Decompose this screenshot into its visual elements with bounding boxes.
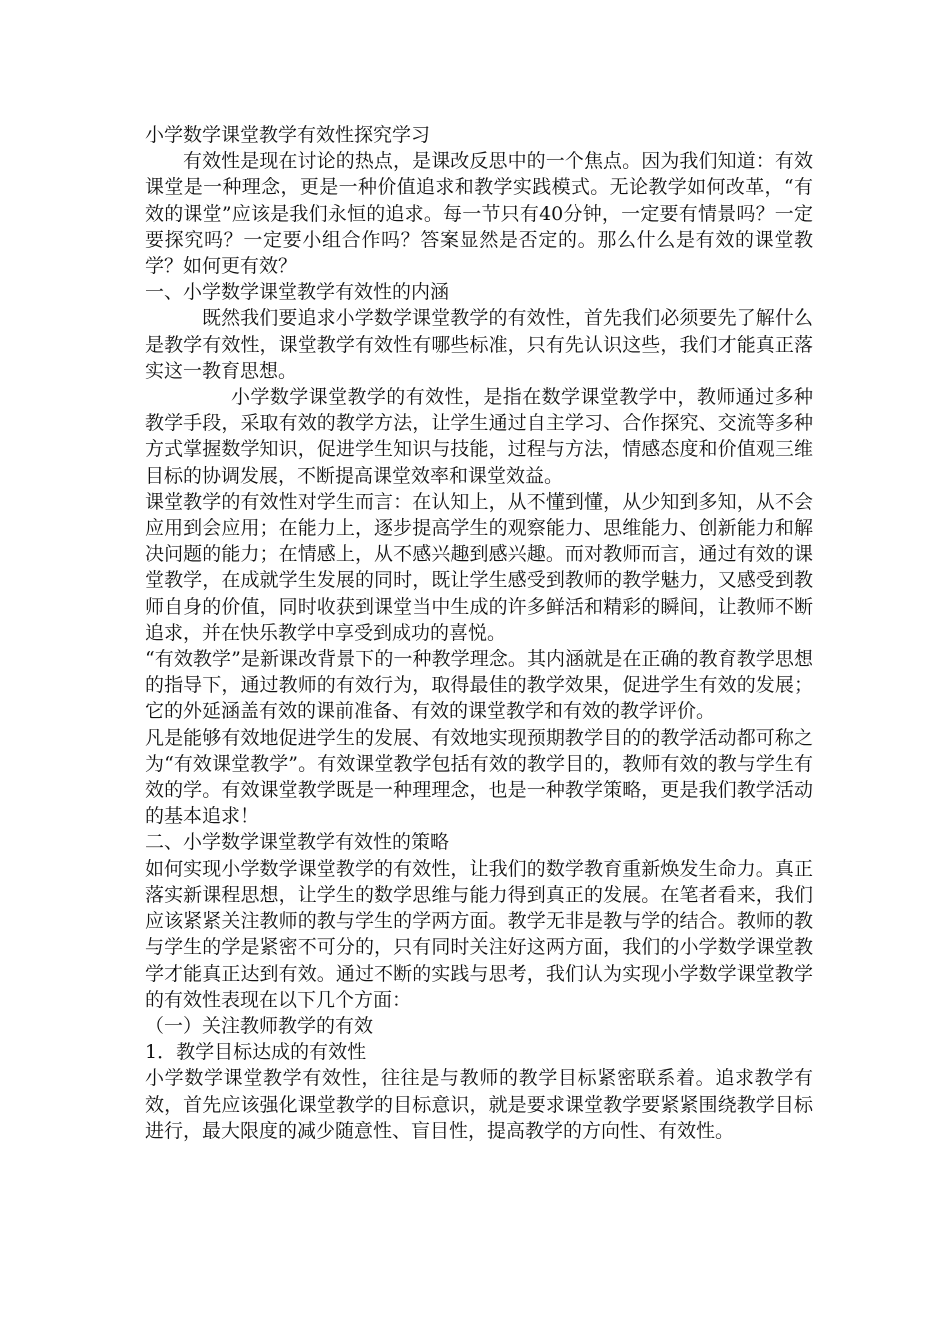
paragraph-effective-teaching: “有效教学”是新课改背景下的一种教学理念。其内涵就是在正确的教育教学思想的指导下，通过教师的有效行为，取得最佳的教学效果，促进学生有效的发展；它的外延涵盖有效的课前准备、有效的课堂教学和有效的教学评价。 — [145, 648, 813, 723]
paragraph-goals: 小学数学课堂教学有效性，往往是与教师的教学目标紧密联系着。追求教学有效，首先应该强化课堂教学的目标意识，就是要求课堂教学要紧紧围绕教学目标进行，最大限度的减少随意性、盲目性，提高教学的方向性、有效性。 — [145, 1067, 813, 1142]
section-heading-2: 二、小学数学课堂教学有效性的策略 — [145, 831, 450, 854]
paragraph-definition-need: 既然我们要追求小学数学课堂教学的有效性，首先我们必须要先了解什么是教学有效性，课堂教学有效性有哪些标准，只有先认识这些，我们才能真正落实这一教育思想。 — [145, 307, 813, 382]
paragraph-effective-classroom: 凡是能够有效地促进学生的发展、有效地实现预期教学目的的教学活动都可称之为“有效课堂教学”。有效课堂教学包括有效的教学目的，教师有效的教与学生有效的学。有效课堂教学既是一种理理念，也是一种教学策略，更是我们教学活动的基本追求！ — [145, 726, 813, 828]
subsection-heading-1: （一）关注教师教学的有效 — [145, 1014, 374, 1037]
item-heading-1: 1．教学目标达成的有效性 — [145, 1041, 367, 1064]
section-heading-1: 一、小学数学课堂教学有效性的内涵 — [145, 281, 450, 304]
paragraph-intro: 有效性是现在讨论的热点，是课改反思中的一个焦点。因为我们知道：有效课堂是一种理念，更是一种价值追求和教学实践模式。无论教学如何改革，“有效的课堂”应该是我们永恒的追求。每一节只有40分钟，一定要有情景吗？一定要探究吗？一定要小组合作吗？答案显然是否定的。那么什么是有效的课堂教学？如何更有效？ — [145, 150, 813, 278]
paragraph-student-teacher: 课堂教学的有效性对学生而言：在认知上，从不懂到懂，从少知到多知，从不会应用到会应用；在能力上，逐步提高学生的观察能力、思维能力、创新能力和解决问题的能力；在情感上，从不感兴趣到感兴趣。而对教师而言，通过有效的课堂教学，在成就学生发展的同时，既让学生感受到教师的教学魅力，又感受到教师自身的价值，同时收获到课堂当中生成的许多鲜活和精彩的瞬间，让教师不断追求，并在快乐教学中享受到成功的喜悦。 — [145, 490, 813, 644]
document-page — [145, 122, 813, 1144]
paragraph-strategy: 如何实现小学数学课堂教学的有效性，让我们的数学教育重新焕发生命力。真正落实新课程思想，让学生的数学思维与能力得到真正的发展。在笔者看来，我们应该紧紧关注教师的教与学生的学两方面。教学无非是教与学的结合。教师的教与学生的学是紧密不可分的，只有同时关注好这两方面，我们的小学数学课堂教学才能真正达到有效。通过不断的实践与思考，我们认为实现小学数学课堂教学的有效性表现在以下几个方面： — [145, 857, 813, 1011]
document-title: 小学数学课堂教学有效性探究学习 — [145, 124, 431, 146]
paragraph-definition: 小学数学课堂教学的有效性，是指在数学课堂教学中，教师通过多种教学手段，采取有效的教学方法，让学生通过自主学习、合作探究、交流等多种方式掌握数学知识，促进学生知识与技能，过程与方法，情感态度和价值观三维目标的协调发展，不断提高课堂效率和课堂效益。 — [145, 386, 813, 487]
